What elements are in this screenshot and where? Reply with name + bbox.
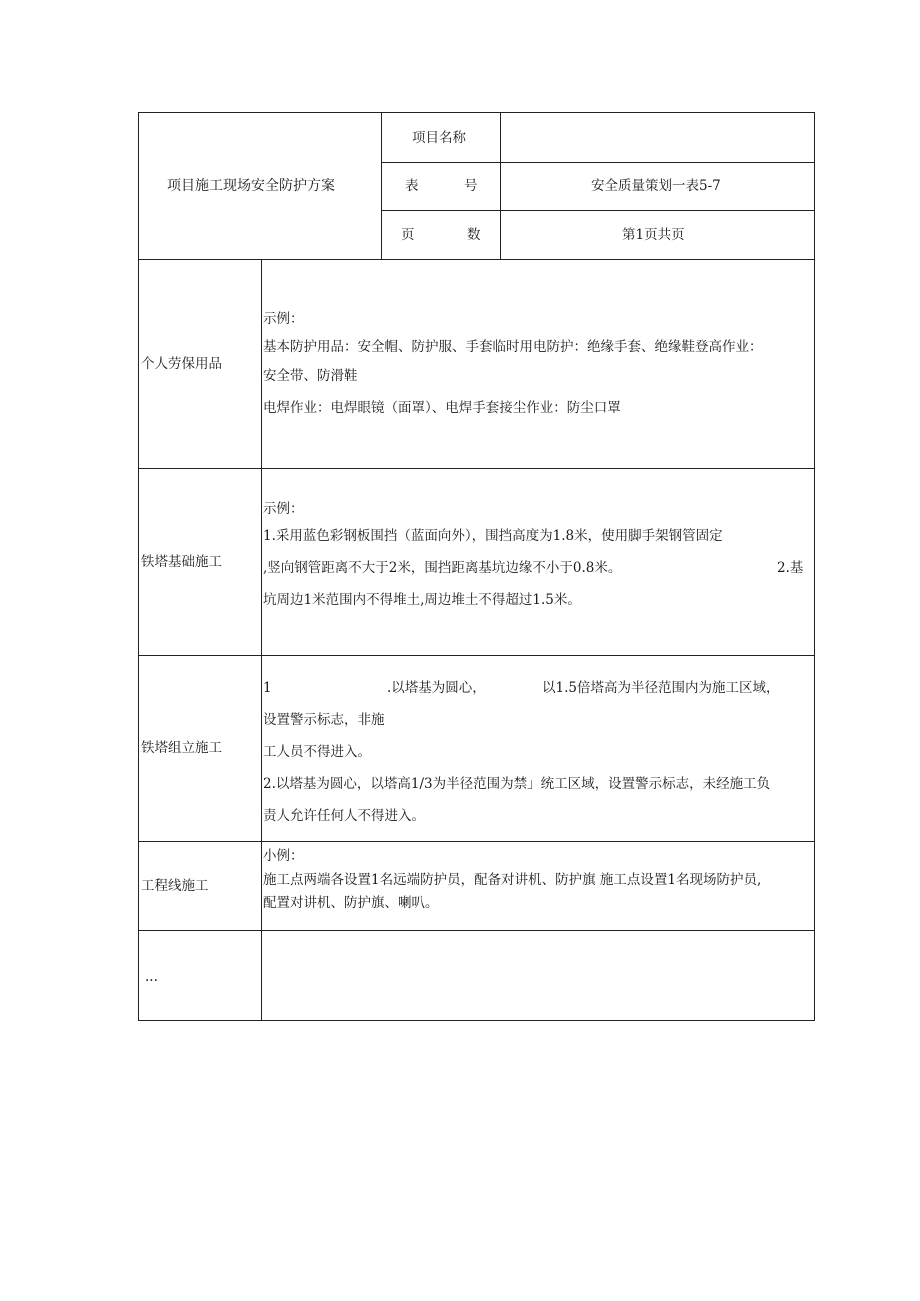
section-label-personal-protection: 个人劳保用品	[141, 356, 222, 372]
section-text-line: 小例：	[263, 848, 304, 864]
pages-label-right: 数	[467, 227, 481, 243]
section-text-line: 配置对讲机、防护旗、喇叭。	[263, 895, 439, 911]
section-divider-3	[139, 655, 815, 656]
section-text-line: 示例：	[263, 311, 304, 327]
section-divider-4	[139, 841, 815, 842]
section-text-line: 电焊作业：电焊眼镜（面罩）、电焊手套接尘作业：防尘口罩	[263, 400, 621, 416]
section-label-tower-erection: 铁塔组立施工	[141, 740, 222, 756]
section-text-line: ,竖向钢管距离不大于2米，围挡距离基坑边缘不小于0.8米。	[263, 560, 622, 576]
table-no-label-left: 表	[405, 178, 419, 194]
section-text-line: .以塔基为圆心，	[387, 680, 486, 696]
section-text-line: 2.基	[777, 560, 804, 576]
safety-plan-form	[138, 112, 815, 1021]
table-no-label-right: 号	[464, 178, 478, 194]
section-text-line: 坑周边1米范围内不得堆土,周边堆土不得超过1.5米。	[263, 592, 581, 608]
section-text-line: 2.以塔基为圆心，以塔高1/3为半径范围为禁」统工区域，设置警示标志，未经施工负	[263, 776, 771, 792]
project-name-label: 项目名称	[412, 130, 466, 146]
header-row-divider-1	[381, 162, 815, 163]
section-text-line: 设置警示标志，非施	[263, 712, 385, 728]
section-text-line: 责人允许任何人不得进入。	[263, 808, 425, 824]
table-no-value: 安全质量策划一表5-7	[591, 178, 721, 194]
section-divider-5	[139, 930, 815, 931]
section-label-ellipsis: ...	[145, 969, 158, 985]
section-text-line: 1	[263, 680, 272, 696]
section-text-line: 示例：	[263, 501, 304, 517]
section-text-line: 施工点两端各设置1名远端防护员，配备对讲机、防护旗 施工点设置1名现场防护员,	[263, 872, 762, 888]
pages-value: 第1页共页	[622, 227, 685, 243]
section-text-line: 安全带、防滑鞋	[263, 368, 358, 384]
header-divider-1	[381, 113, 382, 259]
section-text-line: 1.采用蓝色彩钢板围挡（蓝面向外），围挡高度为1.8米，使用脚手架钢管固定	[263, 528, 723, 544]
section-text-line: 工人员不得进入。	[263, 744, 371, 760]
header-divider-2	[500, 113, 501, 259]
section-text-line: 以1.5倍塔高为半径范围内为施工区域，	[542, 680, 780, 696]
label-column-divider	[261, 259, 262, 1021]
section-text-line: 基本防护用品：安全帽、防护服、手套临时用电防护：绝缘手套、绝缘鞋登高作业：	[263, 339, 763, 355]
pages-label-left: 页	[401, 227, 415, 243]
section-label-tower-foundation: 铁塔基础施工	[141, 554, 222, 570]
page-title: 项目施工现场安全防护方案	[167, 178, 335, 194]
section-label-engineering-line: 工程线施工	[141, 878, 209, 894]
header-row-divider-2	[381, 210, 815, 211]
section-divider-1	[139, 259, 815, 260]
section-divider-2	[139, 468, 815, 469]
